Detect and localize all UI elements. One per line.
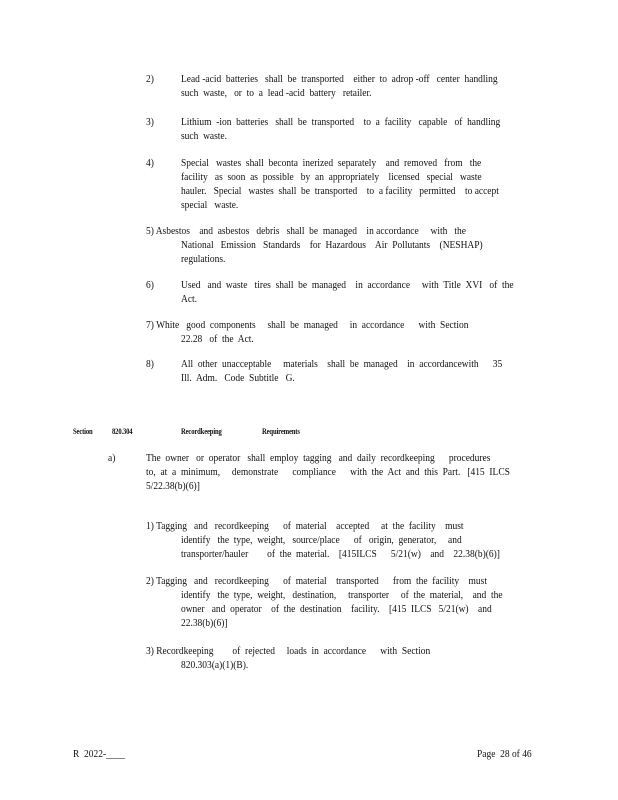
item-text-line: National Emission Standards for Hazardous Air Pollutants (NESHAP) xyxy=(181,239,483,251)
item-number: 7) White good components shall be managed in accordance with Section xyxy=(146,319,469,331)
item-number: 4) xyxy=(146,157,154,169)
item-text-line: hauler. Special wastes shall be transported to a facility permitted to accept xyxy=(181,185,499,197)
item-text-line: Lithium -ion batteries shall be transported to a facility capable of handling xyxy=(181,116,501,128)
item-text-line: 22.28 of the Act. xyxy=(181,333,254,345)
section-label: Section xyxy=(73,426,93,436)
footer-docket: R 2022-____ xyxy=(73,748,126,760)
subitem-text-line: transporter/hauler of the material. [415ILCS 5/21(w) and 22.38(b)(6)] xyxy=(181,548,500,560)
item-number: 3) xyxy=(146,116,154,128)
item-text-line: Special wastes shall beconta inerized separately and removed from the xyxy=(181,157,482,169)
item-text-line: Ill. Adm. Code Subtitle G. xyxy=(181,372,295,384)
item-text-line: Act. xyxy=(181,293,198,305)
item-text-line: special waste. xyxy=(181,199,239,211)
section-title-word: Recordkeeping xyxy=(181,426,222,436)
subitem-text-line: identify the type, weight, source/place of origin, generator, and xyxy=(181,534,462,546)
item-text-line: such waste, or to a lead -acid battery retailer. xyxy=(181,87,372,99)
item-number: 8) xyxy=(146,358,154,370)
item-text-line: All other unacceptable materials shall be managed in accordancewith 35 xyxy=(181,358,503,370)
paragraph-text-line: to, at a minimum, demonstrate compliance with the Act and this Part. [415 ILCS xyxy=(146,466,510,478)
item-number: 5) Asbestos and asbestos debris shall be managed in accordance with the xyxy=(146,225,466,237)
paragraph-letter: a) xyxy=(108,452,116,464)
item-text-line: such waste. xyxy=(181,130,227,142)
item-text-line: Lead -acid batteries shall be transported either to adrop -off center handling xyxy=(181,73,498,85)
paragraph-text-line: The owner or operator shall employ tagging and daily recordkeeping procedures xyxy=(146,452,491,464)
subitem-text-line: 22.38(b)(6)] xyxy=(181,617,228,629)
footer-page-number: Page 28 of 46 xyxy=(477,748,532,760)
section-title-word: Requirements xyxy=(262,426,300,436)
item-number: 6) xyxy=(146,279,154,291)
item-text-line: facility as soon as possible by an appropriately licensed special waste xyxy=(181,171,482,183)
subitem-text-line: 820.303(a)(1)(B). xyxy=(181,659,249,671)
item-text-line: regulations. xyxy=(181,253,226,265)
item-text-line: Used and waste tires shall be managed in accordance with Title XVI of the xyxy=(181,279,514,291)
subitem-first-line: 3) Recordkeeping of rejected loads in accordance with Section xyxy=(146,645,431,657)
section-number: 820.304 xyxy=(112,426,133,436)
subitem-text-line: identify the type, weight, destination, transporter of the material, and the xyxy=(181,589,503,601)
subitem-first-line: 2) Tagging and recordkeeping of material transported from the facility must xyxy=(146,575,487,587)
subitem-text-line: owner and operator of the destination facility. [415 ILCS 5/21(w) and xyxy=(181,603,492,615)
subitem-first-line: 1) Tagging and recordkeeping of material accepted at the facility must xyxy=(146,520,464,532)
paragraph-text-line: 5/22.38(b)(6)] xyxy=(146,480,200,492)
item-number: 2) xyxy=(146,73,154,85)
